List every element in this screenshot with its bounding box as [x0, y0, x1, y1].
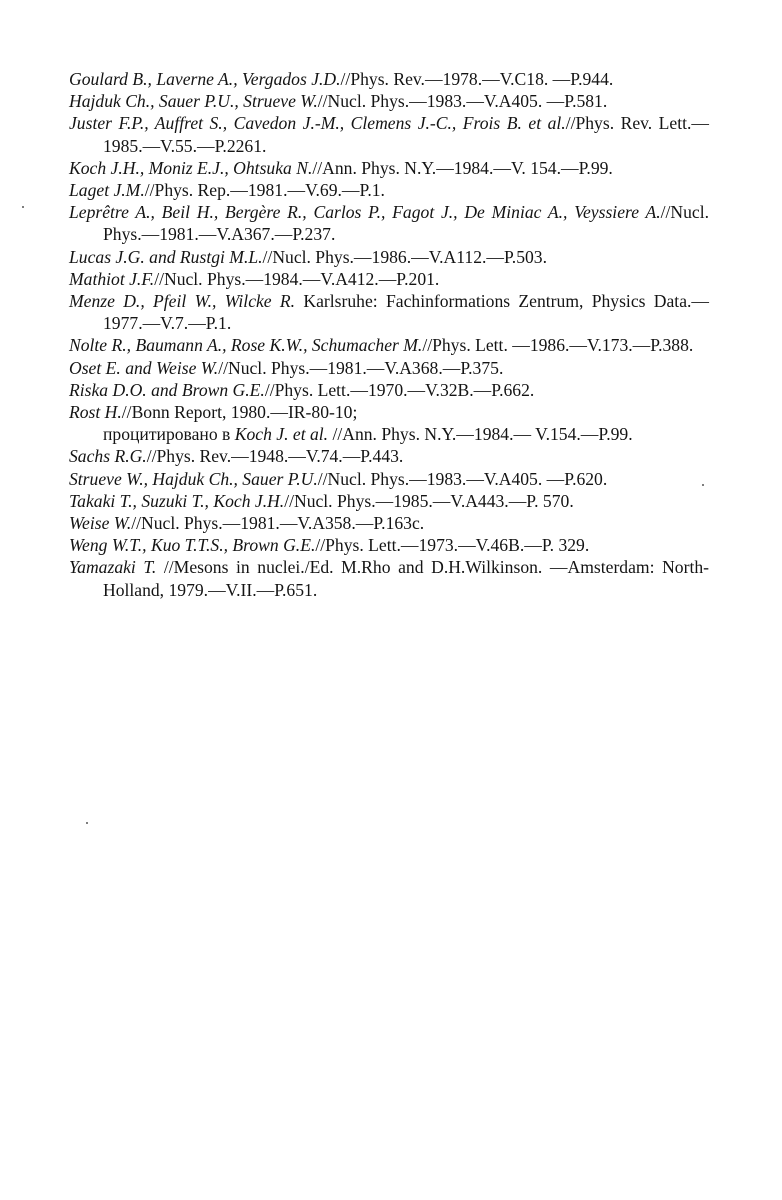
reference-authors: Mathiot J.F.	[69, 268, 155, 289]
reference-source: Nucl. Phys.—1981.—V.A358.—P.163c.	[141, 513, 425, 534]
reference-source: Nucl. Phys.—1983.—V.A405. —P.620.	[327, 468, 608, 489]
reference-source: Phys. Rev.—1948.—V.74.—P.443.	[156, 446, 404, 467]
reference-source: //Mesons in nuclei./Ed. M.Rho and D.H.Wilkinson. —Amsterdam: North-Holland, 1979.—V.II.—P.651.	[103, 557, 709, 600]
scan-speck	[22, 206, 24, 208]
reference-authors: Strueve W., Hajduk Ch., Sauer P.U.	[69, 468, 318, 489]
reference-entry: Laget J.M.//Phys. Rep.—1981.—V.69.—P.1.	[69, 180, 385, 201]
reference-source: Nucl. Phys.—1984.—V.A412.—P.201.	[163, 268, 440, 289]
reference-source: //Ann. Phys. N.Y.—1984.— V.154.—P.99.	[328, 424, 633, 445]
reference-authors: Takaki T., Suzuki T., Koch J.H.	[69, 490, 285, 511]
reference-authors: Riska D.O. and Brown G.E.	[69, 379, 265, 400]
reference-entry: Goulard B., Laverne A., Vergados J.D.//Phys. Rev.—1978.—V.C18. —P.944.	[69, 69, 614, 89]
reference-entry: Lucas J.G. and Rustgi M.L.//Nucl. Phys.—1986.—V.A112.—P.503.	[69, 246, 547, 267]
reference-source: Phys. Rev. Lett.—1985.—V.55.—P.2261.	[103, 113, 709, 156]
reference-source: Phys. Lett. —1986.—V.173.—P.388.	[432, 335, 694, 356]
reference-authors: Hajduk Ch., Sauer P.U., Strueve W.	[69, 91, 318, 112]
reference-entry: Mathiot J.F.//Nucl. Phys.—1984.—V.A412.—P.201.	[69, 268, 440, 289]
reference-list	[69, 68, 709, 601]
reference-source: Bonn Report, 1980.—IR-80-10;	[131, 402, 358, 423]
reference-entry: Sachs R.G.//Phys. Rev.—1948.—V.74.—P.443.	[69, 446, 404, 467]
reference-entry: Koch J.H., Moniz E.J., Ohtsuka N.//Ann. Phys. N.Y.—1984.—V. 154.—P.99.	[69, 157, 613, 178]
reference-authors: Koch J.H., Moniz E.J., Ohtsuka N.	[69, 157, 313, 178]
reference-entry: Leprêtre A., Beil H., Bergère R., Carlos P., Fagot J., De Miniac A., Veyssiere A.//Nucl. Phys.—1981.—V.A367.—P.237.	[69, 202, 709, 245]
reference-entry: Oset E. and Weise W.//Nucl. Phys.—1981.—V.A368.—P.375.	[69, 357, 504, 378]
reference-authors: Oset E. and Weise W.	[69, 357, 219, 378]
reference-entry	[69, 556, 709, 600]
reference-source: Nucl. Phys.—1981.—V.A368.—P.375.	[228, 357, 504, 378]
reference-source: Phys. Lett.—1970.—V.32B.—P.662.	[274, 379, 535, 400]
reference-source: Ann. Phys. N.Y.—1984.—V. 154.—P.99.	[322, 157, 613, 178]
reference-entry: Nolte R., Baumann A., Rose K.W., Schumacher M.//Phys. Lett. —1986.—V.173.—P.388.	[69, 335, 694, 356]
reference-entry: Rost H.//Bonn Report, 1980.—IR-80-10;	[69, 402, 358, 423]
reference-authors: Koch J. et al.	[234, 424, 329, 445]
scan-speck	[86, 822, 88, 824]
reference-entry: Weise W.//Nucl. Phys.—1981.—V.A358.—P.163c.	[69, 513, 425, 534]
reference-authors: Sachs R.G.	[69, 446, 147, 467]
reference-authors: Goulard B., Laverne A., Vergados J.D.	[69, 69, 341, 89]
reference-authors: Yamazaki T.	[69, 557, 157, 578]
reference-authors: Menze D., Pfeil W., Wilcke R.	[69, 291, 296, 312]
reference-authors: Weise W.	[69, 513, 132, 534]
reference-authors: Lucas J.G. and Rustgi M.L.	[69, 246, 263, 267]
reference-source: Phys. Lett.—1973.—V.46B.—P. 329.	[325, 535, 590, 556]
reference-source: Nucl. Phys.—1985.—V.A443.—P. 570.	[293, 490, 574, 511]
reference-authors: Nolte R., Baumann A., Rose K.W., Schumacher M.	[69, 335, 423, 356]
reference-source: Nucl. Phys.—1983.—V.A405. —P.581.	[327, 91, 608, 112]
reference-entry: Juster F.P., Auffret S., Cavedon J.-M., Clemens J.-C., Frois B. et al.//Phys. Rev. Lett.—1985.—V.55.—P.2261.	[69, 113, 709, 156]
reference-continuation	[69, 423, 709, 445]
reference-cont-prefix: процитировано в	[103, 424, 231, 445]
reference-authors: Leprêtre A., Beil H., Bergère R., Carlos P., Fagot J., De Miniac A., Veyssiere A.	[69, 202, 661, 223]
reference-entry: Takaki T., Suzuki T., Koch J.H.//Nucl. Phys.—1985.—V.A443.—P. 570.	[69, 490, 574, 511]
reference-source: Phys. Rev.—1978.—V.C18. —P.944.	[350, 69, 614, 89]
reference-authors: Rost H.	[69, 402, 122, 423]
reference-authors: Weng W.T., Kuo T.T.S., Brown G.E.	[69, 535, 316, 556]
reference-entry	[69, 290, 709, 334]
reference-authors: Laget J.M.	[69, 180, 145, 201]
reference-source: Karlsruhe: Fachinformations Zentrum, Physics Data.—1977.—V.7.—P.1.	[103, 291, 709, 334]
reference-source: Phys. Rep.—1981.—V.69.—P.1.	[154, 180, 385, 201]
reference-authors: Juster F.P., Auffret S., Cavedon J.-M., Clemens J.-C., Frois B. et al.	[69, 113, 566, 134]
scan-speck	[702, 484, 704, 486]
reference-entry: Weng W.T., Kuo T.T.S., Brown G.E.//Phys. Lett.—1973.—V.46B.—P. 329.	[69, 535, 590, 556]
reference-entry: Hajduk Ch., Sauer P.U., Strueve W.//Nucl. Phys.—1983.—V.A405. —P.581.	[69, 91, 608, 112]
reference-entry: Strueve W., Hajduk Ch., Sauer P.U.//Nucl. Phys.—1983.—V.A405. —P.620.	[69, 468, 608, 489]
reference-entry: Riska D.O. and Brown G.E.//Phys. Lett.—1970.—V.32B.—P.662.	[69, 379, 535, 400]
reference-source: Nucl. Phys.—1986.—V.A112.—P.503.	[272, 246, 547, 267]
reference-source: Nucl. Phys.—1981.—V.A367.—P.237.	[103, 202, 709, 245]
